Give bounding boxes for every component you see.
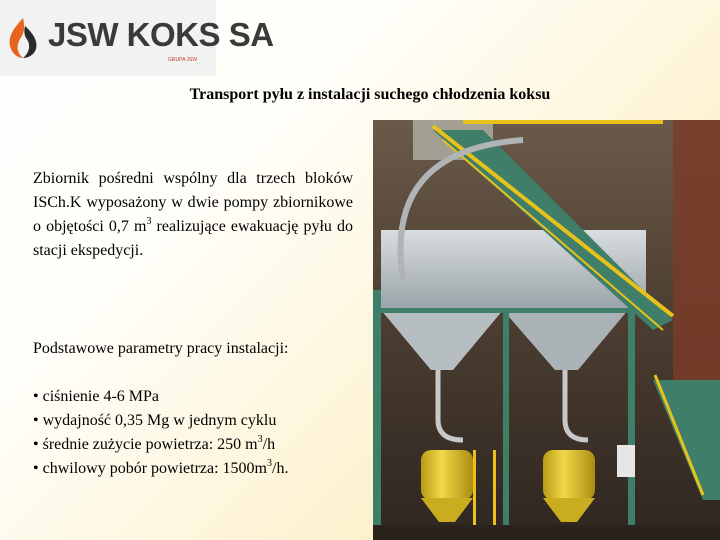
pressure-tank — [421, 450, 473, 500]
flame-logo-icon — [6, 16, 40, 60]
page-title: Transport pyłu z instalacji suchego chłodzenia koksu — [189, 86, 551, 103]
steel-column — [503, 310, 509, 540]
logo-subtext: GRUPA JSW — [168, 57, 198, 63]
list-item — [33, 385, 288, 409]
list-item-superscript: 3 — [257, 433, 263, 445]
steel-beam — [373, 308, 643, 313]
pressure-tank — [543, 450, 595, 500]
logo-wordmark: JSW KOKS SA — [48, 16, 274, 53]
list-item-text: • ciśnienie 4-6 MPa — [33, 388, 160, 405]
list-item — [33, 409, 288, 433]
steel-column — [628, 300, 635, 540]
list-item-text: • chwilowy pobór powietrza: 1500m — [33, 460, 267, 477]
list-item-text-after: /h. — [272, 460, 289, 477]
list-item-text: • wydajność 0,35 Mg w jednym cyklu — [33, 412, 277, 429]
brick-wall — [673, 120, 720, 380]
steel-column — [373, 290, 381, 540]
company-logo — [0, 0, 274, 76]
list-item-text: • średnie zużycie powietrza: 250 m — [33, 436, 258, 453]
description-superscript: 3 — [146, 215, 152, 227]
floor — [373, 525, 720, 540]
list-item — [33, 433, 288, 457]
list-item-text-after: /h — [262, 436, 276, 453]
description-paragraph — [33, 167, 353, 263]
electrical-cabinet — [617, 445, 635, 477]
list-item-superscript: 3 — [267, 457, 272, 469]
parameters-list — [33, 385, 288, 481]
description-text: Zbiornik pośredni wspólny dla trzech bloków ISCh.K wyposażony w dwie pompy zbiornikowe o objętości 0,7 m — [33, 170, 353, 235]
platform-railing — [463, 120, 663, 124]
description-text-after: realizujące ewakuację pyłu do stacji ekspedycji. — [33, 218, 353, 259]
installation-photo — [373, 120, 720, 540]
list-item — [33, 457, 288, 481]
parameters-heading: Podstawowe parametry pracy instalacji: — [33, 340, 289, 357]
